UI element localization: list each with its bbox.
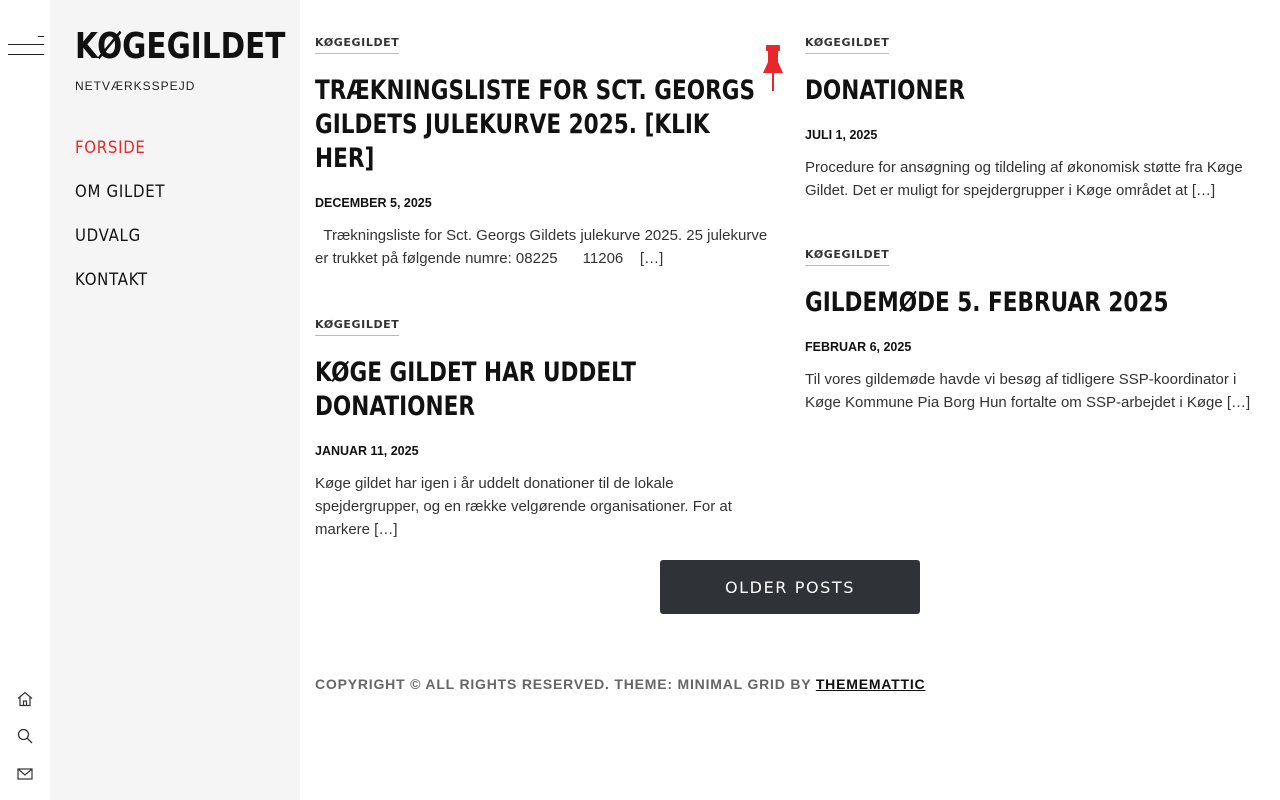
post-excerpt: Procedure for ansøgning og tildeling af økonomisk støtte fra Køge Gildet. Det er muligt for spejdergrupper i Køge området at […] xyxy=(805,159,1243,199)
site-footer xyxy=(315,676,925,692)
footer-theme-link[interactable]: THEMEMATTIC xyxy=(815,676,926,692)
post-category[interactable]: KØGEGILDET xyxy=(805,248,889,266)
post-title[interactable]: GILDEMØDE 5. FEBRUAR 2025 xyxy=(805,287,1169,318)
post-excerpt: Til vores gildemøde havde vi besøg af tidligere SSP-koordinator i Køge Kommune Pia Borg Hun fortalte om SSP-arbejdet i Køge […] xyxy=(805,371,1251,411)
mail-icon[interactable] xyxy=(16,765,34,783)
post-category[interactable]: KØGEGILDET xyxy=(315,318,399,336)
site-title[interactable]: KØGEGILDET xyxy=(75,26,286,67)
nav-item-udvalg[interactable]: UDVALG xyxy=(75,226,141,246)
post-excerpt: Køge gildet har igen i år uddelt donationer til de lokale spejdergrupper, og en række velgørende organisationer. For at markere […] xyxy=(315,475,732,538)
post-date[interactable]: JULI 1, 2025 xyxy=(805,128,878,142)
home-icon[interactable] xyxy=(16,690,34,708)
post-category[interactable]: KØGEGILDET xyxy=(805,36,889,54)
sidebar xyxy=(50,0,300,800)
post-date[interactable]: DECEMBER 5, 2025 xyxy=(315,196,432,210)
main-nav xyxy=(75,136,178,312)
nav-item-forside[interactable]: FORSIDE xyxy=(75,138,146,158)
post-date[interactable]: FEBRUAR 6, 2025 xyxy=(805,340,912,354)
post-card xyxy=(315,33,770,270)
post-excerpt: Trækningsliste for Sct. Georgs Gildets julekurve 2025. 25 julekurve er trukket på følgende numre: 08225 11206 […] xyxy=(315,227,772,267)
post-card xyxy=(805,245,1260,414)
post-title[interactable]: DONATIONER xyxy=(805,75,966,106)
search-icon[interactable] xyxy=(16,727,34,745)
nav-item-om-gildet[interactable]: OM GILDET xyxy=(75,182,166,202)
post-title[interactable]: KØGE GILDET HAR UDDELT DONATIONER xyxy=(315,357,637,422)
post-title[interactable]: TRÆKNINGSLISTE FOR SCT. GEORGS GILDETS JULEKURVE 2025. [KLIK HER] xyxy=(315,75,756,174)
icon-rail xyxy=(0,0,50,800)
post-card xyxy=(805,33,1260,202)
main-content xyxy=(300,0,1280,800)
post-card xyxy=(315,315,770,541)
menu-icon[interactable] xyxy=(8,36,44,58)
nav-item-kontakt[interactable]: KONTAKT xyxy=(75,270,148,290)
older-posts-button[interactable]: OLDER POSTS xyxy=(660,560,920,614)
site-tagline: NETVÆRKSSPEJD xyxy=(75,79,196,93)
footer-copyright: COPYRIGHT © ALL RIGHTS RESERVED. THEME: MINIMAL GRID BY xyxy=(315,676,816,692)
post-category[interactable]: KØGEGILDET xyxy=(315,36,399,54)
post-date[interactable]: JANUAR 11, 2025 xyxy=(315,444,419,458)
